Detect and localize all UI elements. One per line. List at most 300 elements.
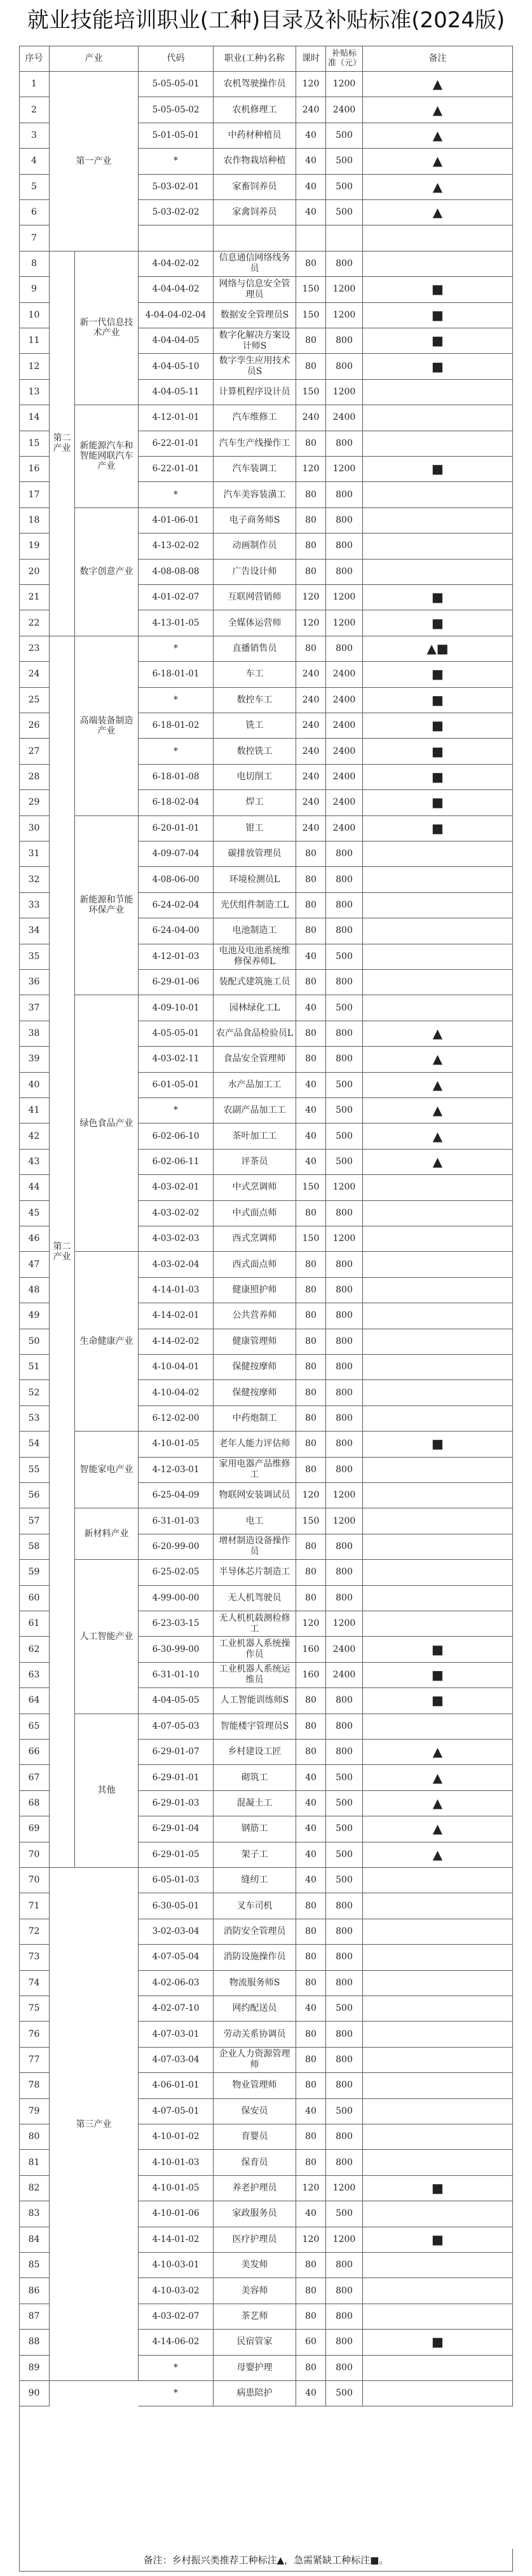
row-index: 75 xyxy=(19,1996,50,2022)
row-occupation: 农产品食品检验员L xyxy=(214,1021,296,1047)
row-hours: 240 xyxy=(296,713,326,739)
row-hours: 80 xyxy=(296,508,326,533)
row-occupation: 母婴护理 xyxy=(214,2356,296,2381)
row-occupation: 保安员 xyxy=(214,2099,296,2124)
row-code: 6-22-01-01 xyxy=(139,431,214,457)
row-hours: 80 xyxy=(296,1458,326,1483)
row-subsidy: 800 xyxy=(326,842,363,867)
row-occupation: 无人机驾驶员 xyxy=(214,1586,296,1611)
row-subsidy: 500 xyxy=(326,2099,363,2124)
row-subsidy: 800 xyxy=(326,1303,363,1329)
row-subsidy: 800 xyxy=(326,2330,363,2355)
row-subsidy: 500 xyxy=(326,2201,363,2227)
row-code: * xyxy=(139,688,214,713)
row-hours: 80 xyxy=(296,1329,326,1355)
row-occupation: 信息通信网络线务员 xyxy=(214,252,296,277)
row-occupation: 物业管理师 xyxy=(214,2073,296,2098)
row-hours: 40 xyxy=(296,175,326,200)
sub-industry: 生命健康产业 xyxy=(75,1252,139,1432)
row-code: 4-07-05-03 xyxy=(139,1714,214,1740)
row-subsidy: 800 xyxy=(326,2356,363,2381)
row-occupation: 中式面点师 xyxy=(214,1201,296,1226)
row-subsidy: 2400 xyxy=(326,97,363,123)
row-occupation: 食品安全管理师 xyxy=(214,1047,296,1072)
row-occupation: 工业机器人系统运维员 xyxy=(214,1663,296,1688)
row-hours: 120 xyxy=(296,457,326,482)
row-hours: 80 xyxy=(296,1893,326,1919)
row-code: 6-02-06-10 xyxy=(139,1124,214,1149)
row-note xyxy=(363,1586,513,1611)
row-occupation: 互联网营销师 xyxy=(214,585,296,610)
row-note: ▲ xyxy=(363,149,513,174)
row-hours: 80 xyxy=(296,560,326,585)
row-subsidy: 2400 xyxy=(326,688,363,713)
row-hours: 80 xyxy=(296,1560,326,1585)
row-note xyxy=(363,867,513,892)
row-note xyxy=(363,1329,513,1355)
row-occupation: 直播销售员 xyxy=(214,636,296,662)
row-occupation: 家政服务员 xyxy=(214,2201,296,2227)
row-hours: 80 xyxy=(296,354,326,379)
row-note: ▲ xyxy=(363,97,513,123)
row-note xyxy=(363,380,513,405)
row-note: ■ xyxy=(363,790,513,815)
row-subsidy: 800 xyxy=(326,1534,363,1560)
row-index: 88 xyxy=(19,2330,50,2355)
industry-group: 第一产业 xyxy=(50,72,139,252)
row-code: 4-04-04-05 xyxy=(139,328,214,354)
row-occupation: 计算机程序设计员 xyxy=(214,380,296,405)
row-index: 28 xyxy=(19,765,50,790)
row-hours: 80 xyxy=(296,2304,326,2330)
row-code: 4-03-02-07 xyxy=(139,2304,214,2330)
row-occupation: 汽车生产线操作工 xyxy=(214,431,296,457)
row-subsidy: 2400 xyxy=(326,765,363,790)
row-subsidy: 800 xyxy=(326,1560,363,1585)
row-hours: 80 xyxy=(296,252,326,277)
row-subsidy: 1200 xyxy=(326,1226,363,1252)
row-note: ■ xyxy=(363,2330,513,2355)
row-subsidy: 800 xyxy=(326,1252,363,1277)
row-hours: 80 xyxy=(296,1919,326,1945)
row-note: ■ xyxy=(363,585,513,610)
row-note: ■ xyxy=(363,1637,513,1662)
industry-group: 第二产业 xyxy=(50,636,75,1868)
row-hours: 120 xyxy=(296,2227,326,2253)
row-subsidy: 1200 xyxy=(326,2227,363,2253)
row-occupation: 人工智能训练师S xyxy=(214,1688,296,1714)
row-note: ■ xyxy=(363,662,513,687)
row-note xyxy=(363,1278,513,1303)
row-index: 39 xyxy=(19,1047,50,1072)
row-code: 4-06-01-01 xyxy=(139,2073,214,2098)
row-note xyxy=(363,2278,513,2304)
row-hours: 80 xyxy=(296,1945,326,1970)
row-code: 4-01-02-07 xyxy=(139,585,214,610)
row-subsidy: 800 xyxy=(326,2278,363,2304)
row-occupation: 钳工 xyxy=(214,816,296,842)
row-hours: 80 xyxy=(296,1021,326,1047)
row-subsidy: 500 xyxy=(326,944,363,970)
row-subsidy: 800 xyxy=(326,636,363,662)
row-subsidy: 500 xyxy=(326,995,363,1021)
row-code: * xyxy=(139,636,214,662)
row-code: 4-01-06-01 xyxy=(139,508,214,533)
row-subsidy: 1200 xyxy=(326,1508,363,1534)
row-occupation: 智能楼宇管理员S xyxy=(214,1714,296,1740)
row-occupation: 美发师 xyxy=(214,2253,296,2278)
row-note xyxy=(363,2356,513,2381)
row-occupation: 水产品加工工 xyxy=(214,1073,296,1098)
row-index: 21 xyxy=(19,585,50,610)
row-index: 25 xyxy=(19,688,50,713)
row-note: ■ xyxy=(363,457,513,482)
sub-industry: 新一代信息技术产业 xyxy=(75,252,139,405)
row-index: 74 xyxy=(19,1971,50,1996)
row-index: 16 xyxy=(19,457,50,482)
row-note: ■ xyxy=(363,354,513,379)
row-hours: 40 xyxy=(296,995,326,1021)
row-index: 90 xyxy=(19,2381,50,2406)
row-hours: 240 xyxy=(296,739,326,764)
row-occupation: 物联网安装调试员 xyxy=(214,1483,296,1508)
row-code: 5-01-05-01 xyxy=(139,123,214,149)
row-index: 37 xyxy=(19,995,50,1021)
row-note xyxy=(363,1971,513,1996)
row-subsidy: 500 xyxy=(326,1098,363,1124)
row-occupation: 数字化解决方案设计师S xyxy=(214,328,296,354)
row-note xyxy=(363,2022,513,2047)
row-code: 6-25-04-09 xyxy=(139,1483,214,1508)
row-occupation: 乡村建设工匠 xyxy=(214,1740,296,1765)
row-occupation: 民宿管家 xyxy=(214,2330,296,2355)
row-occupation: 碳排放管理员 xyxy=(214,842,296,867)
row-hours: 40 xyxy=(296,2099,326,2124)
header-code: 代码 xyxy=(139,46,214,72)
row-occupation: 农机修理工 xyxy=(214,97,296,123)
row-note xyxy=(363,1508,513,1534)
row-occupation: 环境检测员L xyxy=(214,867,296,892)
row-subsidy: 1200 xyxy=(326,380,363,405)
subsidy-table xyxy=(19,46,513,2549)
row-occupation: 电子商务师S xyxy=(214,508,296,533)
row-code: 6-05-01-03 xyxy=(139,1868,214,1893)
row-index: 18 xyxy=(19,508,50,533)
row-code: 6-18-02-04 xyxy=(139,790,214,815)
row-hours: 40 xyxy=(296,1816,326,1842)
row-note: ▲ xyxy=(363,175,513,200)
row-index: 61 xyxy=(19,1611,50,1637)
row-occupation: 钢筋工 xyxy=(214,1816,296,1842)
row-index: 36 xyxy=(19,970,50,995)
row-index: 87 xyxy=(19,2304,50,2330)
row-occupation: 汽车装调工 xyxy=(214,457,296,482)
row-index: 8 xyxy=(19,252,50,277)
header-name: 职业(工种)名称 xyxy=(214,46,296,72)
row-hours: 150 xyxy=(296,277,326,302)
row-occupation: 网络与信息安全管理员 xyxy=(214,277,296,302)
row-occupation xyxy=(214,225,296,251)
row-hours: 40 xyxy=(296,1996,326,2022)
row-code: 6-12-02-00 xyxy=(139,1406,214,1432)
row-occupation: 育婴员 xyxy=(214,2124,296,2150)
row-hours: 80 xyxy=(296,2124,326,2150)
sub-industry: 其他 xyxy=(75,1714,139,1868)
row-subsidy: 1200 xyxy=(326,1483,363,1508)
row-note xyxy=(363,1226,513,1252)
row-subsidy: 500 xyxy=(326,2381,363,2406)
row-note: ■ xyxy=(363,1663,513,1688)
row-hours: 80 xyxy=(296,1201,326,1226)
row-note xyxy=(363,2099,513,2124)
row-subsidy: 800 xyxy=(326,1458,363,1483)
row-index: 34 xyxy=(19,918,50,944)
row-occupation: 劳动关系协调员 xyxy=(214,2022,296,2047)
row-note xyxy=(363,252,513,277)
row-occupation: 半导体芯片制造工 xyxy=(214,1560,296,1585)
row-code: 6-29-01-07 xyxy=(139,1740,214,1765)
row-index: 66 xyxy=(19,1740,50,1765)
row-subsidy: 500 xyxy=(326,1791,363,1816)
row-index: 60 xyxy=(19,1586,50,1611)
row-hours: 240 xyxy=(296,97,326,123)
row-subsidy: 1200 xyxy=(326,277,363,302)
row-occupation: 消防安全管理员 xyxy=(214,1919,296,1945)
row-note: ▲ xyxy=(363,1791,513,1816)
row-code: 4-04-02-02 xyxy=(139,252,214,277)
row-index: 12 xyxy=(19,354,50,379)
row-note xyxy=(363,1996,513,2022)
row-hours: 80 xyxy=(296,2022,326,2047)
row-index: 17 xyxy=(19,482,50,507)
row-code: 4-04-05-11 xyxy=(139,380,214,405)
row-occupation: 全媒体运营师 xyxy=(214,610,296,636)
row-index: 58 xyxy=(19,1534,50,1560)
row-code: 6-24-04-00 xyxy=(139,918,214,944)
row-note xyxy=(363,508,513,533)
row-hours: 160 xyxy=(296,1637,326,1662)
row-index: 11 xyxy=(19,328,50,354)
row-occupation: 混凝土工 xyxy=(214,1791,296,1816)
row-note xyxy=(363,533,513,559)
row-occupation: 电池及电池系统维修保养师L xyxy=(214,944,296,970)
row-hours: 80 xyxy=(296,1047,326,1072)
row-index: 83 xyxy=(19,2201,50,2227)
row-note xyxy=(363,1355,513,1380)
row-note: ▲ xyxy=(363,1150,513,1175)
row-note xyxy=(363,1893,513,1919)
row-subsidy: 800 xyxy=(326,893,363,918)
row-note xyxy=(363,1303,513,1329)
row-index: 68 xyxy=(19,1791,50,1816)
row-code: 4-10-04-02 xyxy=(139,1380,214,1405)
row-note xyxy=(363,995,513,1021)
row-index: 63 xyxy=(19,1663,50,1688)
row-code: * xyxy=(139,1098,214,1124)
row-subsidy: 800 xyxy=(326,2048,363,2073)
row-subsidy: 800 xyxy=(326,482,363,507)
row-index: 6 xyxy=(19,200,50,225)
row-code: 6-31-01-03 xyxy=(139,1508,214,1534)
row-code: 5-05-05-01 xyxy=(139,72,214,97)
row-occupation: 光伏组件制造工L xyxy=(214,893,296,918)
header-note: 备注 xyxy=(363,46,513,72)
row-index: 50 xyxy=(19,1329,50,1355)
row-code: 4-10-01-05 xyxy=(139,2176,214,2201)
row-hours: 80 xyxy=(296,1971,326,1996)
row-hours: 80 xyxy=(296,918,326,944)
row-note: ■ xyxy=(363,816,513,842)
row-index: 9 xyxy=(19,277,50,302)
row-hours: 240 xyxy=(296,688,326,713)
row-hours: 80 xyxy=(296,1355,326,1380)
row-subsidy: 2400 xyxy=(326,816,363,842)
row-subsidy: 500 xyxy=(326,123,363,149)
row-index: 29 xyxy=(19,790,50,815)
row-code: 4-10-01-03 xyxy=(139,2150,214,2175)
row-subsidy: 800 xyxy=(326,328,363,354)
row-hours: 60 xyxy=(296,2330,326,2355)
row-code: 4-14-06-02 xyxy=(139,2330,214,2355)
row-index: 79 xyxy=(19,2099,50,2124)
row-note xyxy=(363,405,513,431)
row-note: ▲ xyxy=(363,1765,513,1790)
row-subsidy: 500 xyxy=(326,1868,363,1893)
row-code: 4-12-03-01 xyxy=(139,1458,214,1483)
industry-group: 第三产业 xyxy=(50,1868,139,2381)
row-occupation: 农作物栽培种植 xyxy=(214,149,296,174)
row-subsidy: 800 xyxy=(326,1380,363,1405)
row-index: 64 xyxy=(19,1688,50,1714)
row-hours: 120 xyxy=(296,585,326,610)
row-hours: 240 xyxy=(296,405,326,431)
row-code: * xyxy=(139,2381,214,2406)
row-subsidy: 1200 xyxy=(326,1611,363,1637)
row-subsidy: 500 xyxy=(326,1073,363,1098)
row-note xyxy=(363,1560,513,1585)
row-hours: 80 xyxy=(296,2253,326,2278)
row-occupation: 车工 xyxy=(214,662,296,687)
row-note: ■ xyxy=(363,2176,513,2201)
row-index: 52 xyxy=(19,1380,50,1405)
row-index: 82 xyxy=(19,2176,50,2201)
row-occupation: 家用电器产品维修工 xyxy=(214,1458,296,1483)
row-index: 38 xyxy=(19,1021,50,1047)
row-index: 48 xyxy=(19,1278,50,1303)
row-code: 5-03-02-02 xyxy=(139,200,214,225)
row-note xyxy=(363,1714,513,1740)
row-hours: 40 xyxy=(296,1150,326,1175)
row-code: 4-07-05-01 xyxy=(139,2099,214,2124)
row-index: 51 xyxy=(19,1355,50,1380)
row-occupation: 西式面点师 xyxy=(214,1252,296,1277)
row-code: 4-10-01-05 xyxy=(139,1432,214,1457)
header-industry: 产业 xyxy=(50,46,139,72)
row-hours: 120 xyxy=(296,2176,326,2201)
row-hours: 80 xyxy=(296,1278,326,1303)
row-code: 6-25-02-05 xyxy=(139,1560,214,1585)
row-index: 69 xyxy=(19,1816,50,1842)
row-note: ▲ xyxy=(363,1124,513,1149)
row-hours: 80 xyxy=(296,842,326,867)
row-note xyxy=(363,225,513,251)
row-code: * xyxy=(139,149,214,174)
row-occupation: 工业机器人系统操作员 xyxy=(214,1637,296,1662)
row-subsidy: 500 xyxy=(326,200,363,225)
row-occupation: 缝纫工 xyxy=(214,1868,296,1893)
row-occupation: 数控车工 xyxy=(214,688,296,713)
row-occupation: 网约配送员 xyxy=(214,1996,296,2022)
row-hours: 240 xyxy=(296,816,326,842)
row-occupation: 电池制造工 xyxy=(214,918,296,944)
row-index: 24 xyxy=(19,662,50,687)
row-code: 4-13-02-02 xyxy=(139,533,214,559)
row-subsidy: 800 xyxy=(326,252,363,277)
row-occupation: 数字孪生应用技术员S xyxy=(214,354,296,379)
row-hours: 150 xyxy=(296,380,326,405)
row-hours: 80 xyxy=(296,1380,326,1405)
row-hours: 150 xyxy=(296,1226,326,1252)
row-index: 85 xyxy=(19,2253,50,2278)
row-code: 6-01-05-01 xyxy=(139,1073,214,1098)
row-index: 86 xyxy=(19,2278,50,2304)
row-code: 4-03-02-01 xyxy=(139,1175,214,1200)
row-occupation: 保健按摩师 xyxy=(214,1380,296,1405)
row-note: ■ xyxy=(363,610,513,636)
row-index: 26 xyxy=(19,713,50,739)
row-note: ■ xyxy=(363,713,513,739)
row-occupation: 美容师 xyxy=(214,2278,296,2304)
row-subsidy: 800 xyxy=(326,970,363,995)
row-code: 3-02-03-04 xyxy=(139,1919,214,1945)
row-occupation: 保健按摩师 xyxy=(214,1355,296,1380)
row-code: 4-04-04-02 xyxy=(139,277,214,302)
row-code: 4-10-04-01 xyxy=(139,1355,214,1380)
row-occupation: 砌筑工 xyxy=(214,1765,296,1790)
row-note xyxy=(363,560,513,585)
row-index: 59 xyxy=(19,1560,50,1585)
row-hours: 40 xyxy=(296,123,326,149)
row-index: 65 xyxy=(19,1714,50,1740)
row-hours: 40 xyxy=(296,1098,326,1124)
row-index: 62 xyxy=(19,1637,50,1662)
row-hours: 80 xyxy=(296,2048,326,2073)
row-hours: 80 xyxy=(296,2356,326,2381)
row-note: ▲ xyxy=(363,72,513,97)
row-hours: 80 xyxy=(296,1534,326,1560)
row-occupation: 装配式建筑施工员 xyxy=(214,970,296,995)
row-hours: 120 xyxy=(296,1483,326,1508)
row-occupation: 农副产品加工工 xyxy=(214,1098,296,1124)
row-note xyxy=(363,1175,513,1200)
row-hours: 80 xyxy=(296,1303,326,1329)
row-index: 19 xyxy=(19,533,50,559)
row-occupation: 中式烹调师 xyxy=(214,1175,296,1200)
row-code: 4-05-05-01 xyxy=(139,1021,214,1047)
row-note: ■ xyxy=(363,2227,513,2253)
row-subsidy: 1200 xyxy=(326,2176,363,2201)
row-note: ■ xyxy=(363,688,513,713)
row-note: ■ xyxy=(363,765,513,790)
row-index: 42 xyxy=(19,1124,50,1149)
row-index: 13 xyxy=(19,380,50,405)
row-hours: 80 xyxy=(296,328,326,354)
row-occupation: 西式烹调师 xyxy=(214,1226,296,1252)
row-subsidy: 800 xyxy=(326,2150,363,2175)
row-subsidy: 800 xyxy=(326,508,363,533)
row-occupation: 保育员 xyxy=(214,2150,296,2175)
row-index: 1 xyxy=(19,72,50,97)
